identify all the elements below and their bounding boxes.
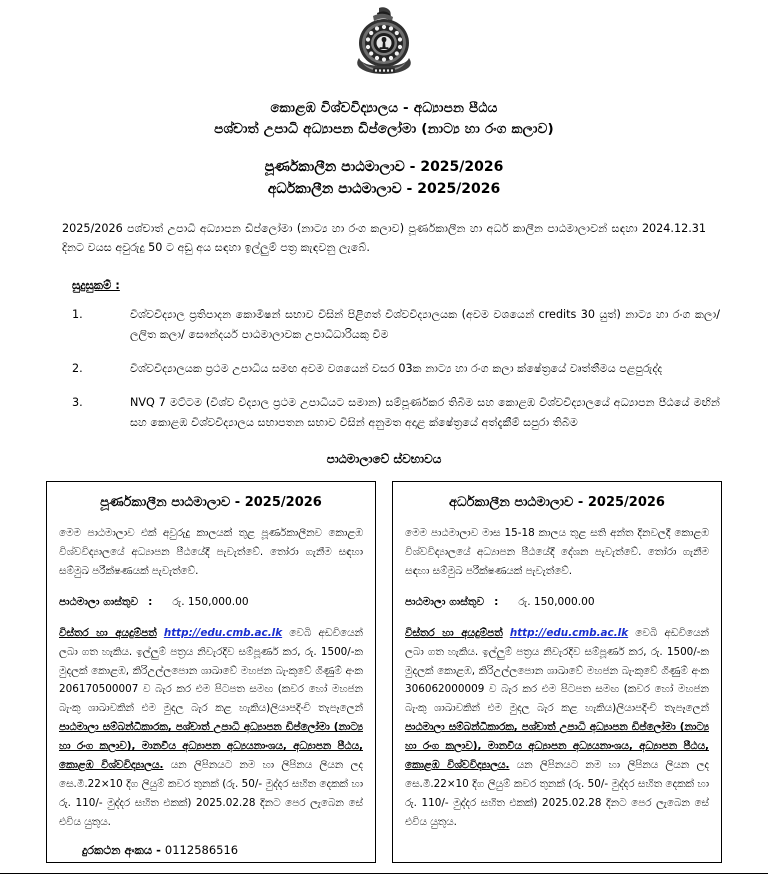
fulltime-website-link[interactable]: http://edu.cmb.ac.lk [163, 626, 283, 639]
fulltime-body-5: දිනට පෙර ලැබෙන සේ එවිය යුතුය. [59, 797, 363, 829]
footer-contact [82, 843, 238, 858]
parttime-course-box [392, 481, 722, 863]
qualification-text: විශ්වවිද්‍යාල ප්‍රතිපාදන කොමිෂන් සභාව විසින් පිළිගත් විශ්වවිද්‍යාලයක (අවම වශයෙන් credits 30 යුත්) නාට්‍ය හා රංග කලා/ ලලිත කලා/ සෞන්දර්ය පාඨමාලාවක උපාධිධාරියකු වීම [130, 307, 720, 341]
qualification-number: 2. [72, 362, 83, 376]
qualification-item [72, 305, 720, 345]
fulltime-deadline: 2025.02.28 [195, 797, 256, 810]
nature-of-course-heading: පාඨමාලාවේ ස්වභාවය [326, 451, 442, 466]
fulltime-body-2: මුදලක් කොළඹ, කිරිඋල්ලපොන ශාඛාවේ මහජන බැංකුවේ ගිණුම් අංක [59, 664, 363, 677]
parttime-postal-address: පාඨමාලා සම්බන්ධීකාරක, පශ්චාත් උපාධි අධ්‍යාපන ඩිප්ලෝමා (නාට්‍ය හා රංග කලාව), මානවීය අධ්‍යාපන අධ්‍යයනාංශය, අධ්‍යාපන පීඨය, කොළඹ විශ්වවිද්‍යාලය. [405, 721, 709, 772]
parttime-body-2: මුදලක් කොළඹ, කිරිඋල්ලපොන ශාඛාවේ මහජන බැංකුවේ ගිණුම් අංක [405, 664, 709, 677]
qualifications-heading: සුදුසුකම් : [72, 277, 120, 292]
qualification-number: 3. [72, 396, 83, 410]
parttime-body-3: ව බැර කර එම පිටපත සමඟ (කවර හෝ මහජන බැංකු ශාඛාවකින් එම මුදල බැර කළ හැකිය)ලියාපදිංචි තැපෑලෙන් [405, 683, 709, 715]
qualification-number: 1. [72, 307, 83, 321]
fulltime-deposit-amount: රු. 1500/-ක [304, 645, 363, 658]
fulltime-body-4: යන ලිපිනයට නම හා ලිපිනය ලියන ලද සෙ.මී.22×10 දිග ලියුම් කවර තුනක් (රු. 50/- මුද්දර සහිත දෙකක් හා රු. 110/- මුද්දර සහිත එකක්) [59, 759, 363, 810]
fulltime-fee-amount: රු. 150,000.00 [172, 595, 249, 608]
parttime-fee-label: පාඨමාලා ගාස්තුව [405, 595, 485, 608]
programme-title: පශ්චාත් උපාධි අධ්‍යාපන ඩිප්ලෝමා (නාට්‍ය හා රංග කලාව) [214, 120, 554, 137]
parttime-year-heading: අර්ධකාලීන පාඨමාලාව - 2025/2026 [267, 181, 501, 198]
qualification-item [72, 393, 720, 433]
fulltime-fee-colon: : [148, 595, 153, 608]
parttime-fee-amount: රු. 150,000.00 [518, 595, 595, 608]
parttime-details-label: විස්තර හා අයදුම්පත් [405, 626, 503, 639]
qualification-item [72, 359, 720, 379]
parttime-body-4: යන ලිපිනයට නම හා ලිපිනය ලියන ලද සෙ.මී.22×10 දිග ලියුම් කවර තුනක් (රු. 50/- මුද්දර සහිත දෙකක් හා රු. 110/- මුද්දර සහිත එකක්) [405, 759, 709, 810]
fulltime-fee-label: පාඨමාලා ගාස්තුව [59, 595, 139, 608]
qualification-text: NVQ 7 මට්ටම (විශ්ව විද්‍යාල ප්‍රථම උපාධියට සමාන) සම්පූර්ණකර තිබීම සහ කොළඹ විශ්වවිද්‍යාලයේ අධ්‍යාපන පීඨයේ මඟින් සහ කොළඹ විශ්වවිද්‍යාලය සභාපතන සභාව විසින් අනුමත අදාළ ක්ෂේත්‍රයේ අත්දැකීම් සපුරා තිබීම [130, 396, 720, 430]
crest-container [0, 0, 768, 82]
fulltime-body-3: ව බැර කර එම පිටපත සමඟ (කවර හෝ මහජන බැංකු ශාඛාවකින් එම මුදල බැර කළ හැකිය)ලියාපදිංචි තැපෑලෙන් [59, 683, 363, 715]
intro-paragraph: 2025/2026 පශ්චාත් උපාධි අධ්‍යාපන ඩිප්ලෝමා (නාට්‍ය හා රංග කලාව) පූර්ණකාලීන හා අර්ධ කාලීන පාඨමාලාවන් සඳහා 2024.12.31 දිනට වයස අවුරුදු 50 ට අඩු අය සඳහා ඉල්ලුම් පත්‍ර කැඳවනු ලැබේ. [62, 221, 706, 255]
fulltime-description: මෙම පාඨමාලාව එක් අවුරුදු කාලයක් තුළ පූර්ණකාලීනව කොළඹ විශ්වවිද්‍යාලයේ අධ්‍යාපන පීඨයේදී පැවැත්වේ. තෝරා ගැනීම සඳහා සම්මුඛ පරීක්ෂණයක් පැවැත්වේ. [59, 526, 363, 577]
document-title-block [0, 98, 768, 140]
parttime-fee-colon: : [494, 595, 499, 608]
parttime-website-link[interactable]: http://edu.cmb.ac.lk [509, 626, 629, 639]
fulltime-application-details [59, 624, 363, 832]
parttime-box-title: අර්ධකාලීන පාඨමාලාව - 2025/2026 [449, 494, 665, 510]
university-crest-icon [349, 6, 419, 78]
qualifications-list [72, 305, 720, 434]
parttime-body-5: දිනට පෙර ලැබෙන සේ එවිය යුතුය. [405, 797, 709, 829]
parttime-deadline: 2025.02.28 [541, 797, 602, 810]
parttime-account-number: 306062000009 [405, 683, 485, 696]
parttime-application-details [405, 624, 709, 832]
institution-title: කොළඹ විශ්වවිද්‍යාලය - අධ්‍යාපන පීඨය [270, 100, 498, 116]
parttime-deposit-amount: රු. 1500/-ක [650, 645, 709, 658]
fulltime-box-title: පූර්ණකාලීන පාඨමාලාව - 2025/2026 [100, 494, 322, 510]
qualification-text: විශ්වවිද්‍යාලයක ප්‍රථම උපාධිය සමඟ අවම වශයෙන් වසර 03ක නාට්‍ය හා රංග කලා ක්ෂේත්‍රයේ වෘත්තීමය පළපුරුද්ද [130, 362, 663, 376]
parttime-description: මෙම පාඨමාලාව මාස 15-18 කාලය තුළ සති අන්ත දිනවලදී කොළඹ විශ්වවිද්‍යාලයේ අධ්‍යාපන පීඨයේදී දේශන පැවැත්වේ. තෝරා ගැනීම සඳහා සම්මුඛ පරීක්ෂණයක් පැවැත්වේ. [405, 526, 709, 577]
fulltime-fee-row [59, 593, 363, 612]
fulltime-course-box [46, 481, 376, 863]
fulltime-account-number: 206170500007 [59, 683, 139, 696]
parttime-body-1: වෙබි අඩවියෙන් ලබා ගත හැකිය. ඉල්ලුම් පත්‍රය නිවැරදිව සම්පූර්ණ කර, [405, 626, 709, 658]
phone-label: දුරකථන අංකය - [82, 843, 161, 857]
fulltime-year-heading: පූර්ණකාලීන පාඨමාලාව - 2025/2026 [264, 158, 504, 175]
parttime-fee-row [405, 593, 709, 612]
fulltime-details-label: විස්තර හා අයදුම්පත් [59, 626, 157, 639]
phone-number: 0112586516 [164, 843, 239, 857]
fulltime-body-1: වෙබි අඩවියෙන් ලබා ගත හැකිය. ඉල්ලුම් පත්‍රය නිවැරදිව සම්පූර්ණ කර, [59, 626, 363, 658]
fulltime-postal-address: පාඨමාලා සම්බන්ධීකාරක, පශ්චාත් උපාධි අධ්‍යාපන ඩිප්ලෝමා (නාට්‍ය හා රංග කලාව), මානවීය අධ්‍යාපන අධ්‍යයනාංශය, අධ්‍යාපන පීඨය, කොළඹ විශ්වවිද්‍යාලය. [59, 721, 363, 772]
course-year-block [0, 156, 768, 201]
course-boxes-container [46, 481, 722, 863]
